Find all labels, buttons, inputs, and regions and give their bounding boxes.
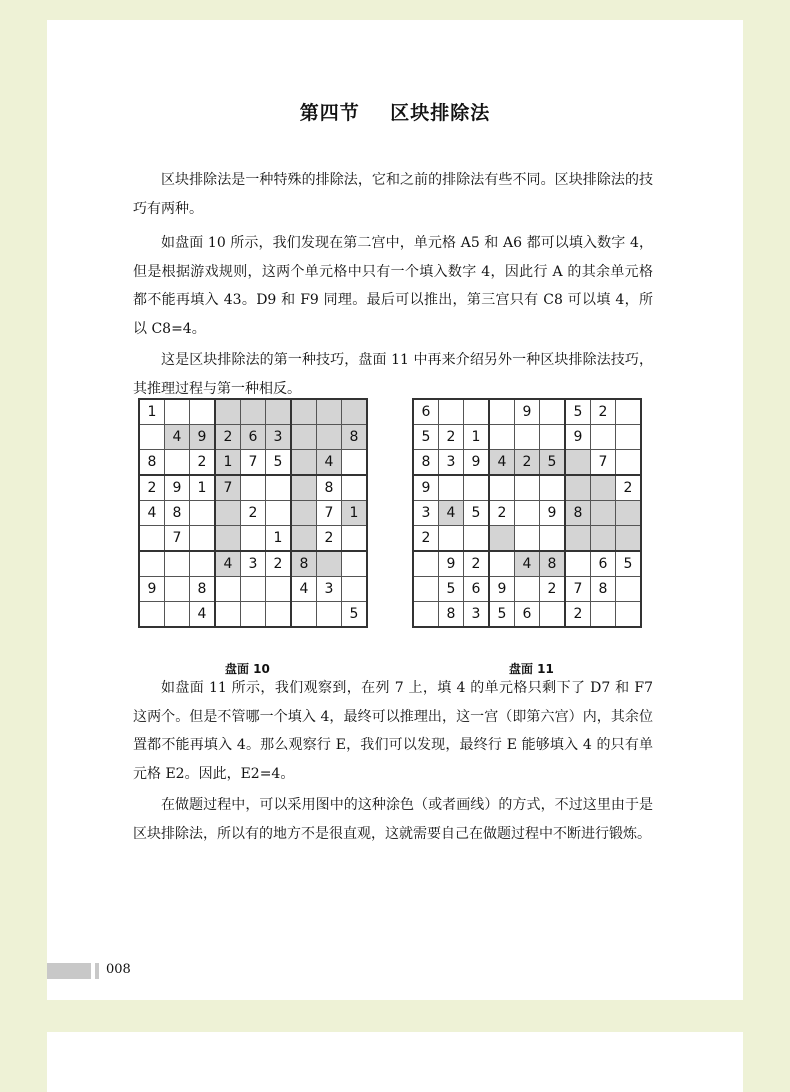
sudoku-cell: [241, 399, 266, 425]
footer-bar-divider: [95, 963, 99, 979]
board-row: [413, 399, 641, 425]
sudoku-cell: 9: [439, 551, 464, 577]
sudoku-cell: 5: [266, 450, 292, 476]
sudoku-cell: 9: [139, 577, 165, 602]
sudoku-cell: 9: [515, 399, 540, 425]
board-row: [139, 399, 367, 425]
sudoku-cell: [291, 450, 317, 476]
sudoku-cell: [291, 602, 317, 628]
sudoku-cell: [215, 602, 241, 628]
sudoku-cell: [413, 551, 439, 577]
sudoku-cell: [317, 602, 342, 628]
sudoku-cell: [139, 526, 165, 552]
sudoku-cell: [464, 399, 490, 425]
sudoku-cell: [139, 602, 165, 628]
board-row: [139, 577, 367, 602]
sudoku-cell: [616, 425, 642, 450]
sudoku-cell: [190, 399, 216, 425]
board-row: [139, 450, 367, 476]
paragraph-5: 在做题过程中，可以采用图中的这种涂色（或者画线）的方式，不过这里由于是区块排除法，所以有的地方不是很直观，这就需要自己在做题过程中不断进行锻炼。: [133, 797, 653, 842]
sudoku-cell: 1: [190, 475, 216, 501]
sudoku-cell: 6: [591, 551, 616, 577]
sudoku-cell: [464, 475, 490, 501]
sudoku-cell: 8: [439, 602, 464, 628]
board-10-caption: 盘面 10: [225, 662, 270, 676]
sudoku-cell: 2: [317, 526, 342, 552]
sudoku-cell: 7: [215, 475, 241, 501]
sudoku-cell: [342, 475, 368, 501]
sudoku-cell: [342, 399, 368, 425]
sudoku-cell: [139, 551, 165, 577]
sudoku-cell: [515, 526, 540, 552]
sudoku-cell: 7: [565, 577, 591, 602]
sudoku-cell: [565, 475, 591, 501]
page-number: 008: [106, 962, 131, 977]
board-row: [413, 602, 641, 628]
sudoku-cell: 4: [190, 602, 216, 628]
section-number: 第四节: [299, 102, 360, 124]
sudoku-cell: [515, 577, 540, 602]
sudoku-cell: [565, 450, 591, 476]
sudoku-cell: 2: [565, 602, 591, 628]
sudoku-cell: [241, 577, 266, 602]
sudoku-cell: 8: [540, 551, 566, 577]
sudoku-cell: 5: [439, 577, 464, 602]
sudoku-cell: [291, 526, 317, 552]
sudoku-cell: 5: [540, 450, 566, 476]
sudoku-cell: [266, 399, 292, 425]
sudoku-cell: [215, 526, 241, 552]
sudoku-cell: [266, 475, 292, 501]
sudoku-cell: [266, 577, 292, 602]
sudoku-cell: 2: [616, 475, 642, 501]
sudoku-cell: 7: [165, 526, 190, 552]
sudoku-cell: [215, 577, 241, 602]
sudoku-cell: [616, 602, 642, 628]
sudoku-cell: [540, 425, 566, 450]
sudoku-cell: [616, 450, 642, 476]
sudoku-cell: 5: [413, 425, 439, 450]
sudoku-cell: [565, 526, 591, 552]
paragraph-1: 区块排除法是一种特殊的排除法，它和之前的排除法有些不同。区块排除法的技巧有两种。: [133, 172, 653, 217]
sudoku-cell: 4: [489, 450, 515, 476]
sudoku-cell: [591, 526, 616, 552]
sudoku-cell: 4: [139, 501, 165, 526]
sudoku-cell: [489, 399, 515, 425]
sudoku-cell: [165, 551, 190, 577]
paragraph-3: 这是区块排除法的第一种技巧，盘面 11 中再来介绍另外一种区块排除法技巧，其推理过程与第一种相反。: [133, 352, 653, 397]
sudoku-cell: 3: [464, 602, 490, 628]
sudoku-cell: 1: [266, 526, 292, 552]
section-name: 区块排除法: [390, 102, 491, 124]
sudoku-cell: 2: [190, 450, 216, 476]
sudoku-board-10: [138, 398, 368, 628]
sudoku-cell: 6: [413, 399, 439, 425]
sudoku-cell: 2: [215, 425, 241, 450]
sudoku-cell: 4: [165, 425, 190, 450]
sudoku-cell: [540, 475, 566, 501]
sudoku-cell: [342, 551, 368, 577]
sudoku-cell: 5: [464, 501, 490, 526]
sudoku-cell: 2: [591, 399, 616, 425]
sudoku-cell: [489, 475, 515, 501]
sudoku-cell: [165, 577, 190, 602]
sudoku-cell: 9: [464, 450, 490, 476]
sudoku-cell: 2: [413, 526, 439, 552]
sudoku-cell: 5: [616, 551, 642, 577]
sudoku-cell: [515, 425, 540, 450]
sudoku-cell: [215, 399, 241, 425]
sudoku-cell: 8: [190, 577, 216, 602]
sudoku-cell: [317, 425, 342, 450]
sudoku-cell: 1: [215, 450, 241, 476]
sudoku-cell: 9: [489, 577, 515, 602]
sudoku-cell: 4: [317, 450, 342, 476]
sudoku-cell: [165, 602, 190, 628]
sudoku-cell: [342, 526, 368, 552]
sudoku-cell: 8: [413, 450, 439, 476]
sudoku-cell: 2: [489, 501, 515, 526]
sudoku-cell: 9: [413, 475, 439, 501]
sudoku-cell: 4: [215, 551, 241, 577]
sudoku-cell: 9: [540, 501, 566, 526]
sudoku-cell: [165, 450, 190, 476]
sudoku-cell: 3: [241, 551, 266, 577]
sudoku-cell: [291, 425, 317, 450]
sudoku-cell: 3: [439, 450, 464, 476]
sudoku-cell: [439, 399, 464, 425]
board-row: [139, 475, 367, 501]
sudoku-cell: [515, 475, 540, 501]
section-title: [47, 98, 743, 125]
sudoku-cell: 4: [515, 551, 540, 577]
sudoku-cell: [464, 526, 490, 552]
sudoku-cell: [190, 501, 216, 526]
sudoku-cell: 8: [565, 501, 591, 526]
sudoku-cell: 8: [317, 475, 342, 501]
sudoku-cell: [165, 399, 190, 425]
sudoku-cell: 2: [464, 551, 490, 577]
sudoku-cell: [439, 475, 464, 501]
board-row: [413, 501, 641, 526]
sudoku-cell: [489, 526, 515, 552]
sudoku-board-11: [412, 398, 642, 628]
sudoku-cell: 7: [241, 450, 266, 476]
footer-bar: [47, 963, 91, 979]
sudoku-cell: [540, 526, 566, 552]
sudoku-cell: [616, 577, 642, 602]
board-row: [139, 501, 367, 526]
paragraph-2: 如盘面 10 所示，我们发现在第二宫中，单元格 A5 和 A6 都可以填入数字 4，但是根据游戏规则，这两个单元格中只有一个填入数字 4，因此行 A 的其余单元格都不能再填入 43。D9 和 F9 同理。最后可以推出，第三宫只有 C8 可以填 4，所以 C8=4。: [133, 235, 653, 337]
paragraph-4: 如盘面 11 所示，我们观察到，在列 7 上，填 4 的单元格只剩下了 D7 和 F7 这两个。但是不管哪一个填入 4，最终可以推理出，这一宫（即第六宫）内，其余位置都不能再填入 4。那么观察行 E，我们可以发现，最终行 E 能够填入 4 的只有单元格 E2。因此，E2=4。: [133, 680, 653, 782]
sudoku-cell: [489, 425, 515, 450]
board-row: [413, 450, 641, 476]
sudoku-cell: [266, 501, 292, 526]
sudoku-cell: [190, 551, 216, 577]
sudoku-cell: [291, 501, 317, 526]
sudoku-cell: [317, 399, 342, 425]
sudoku-cell: [291, 399, 317, 425]
sudoku-cell: 8: [291, 551, 317, 577]
sudoku-cell: [616, 501, 642, 526]
board-row: [413, 425, 641, 450]
sudoku-cell: [591, 501, 616, 526]
sudoku-cell: [291, 475, 317, 501]
sudoku-cell: 2: [540, 577, 566, 602]
sudoku-cell: [616, 526, 642, 552]
sudoku-cell: 2: [241, 501, 266, 526]
sudoku-cell: [565, 551, 591, 577]
sudoku-cell: 8: [591, 577, 616, 602]
book-page: [47, 20, 743, 1000]
board-row: [413, 475, 641, 501]
sudoku-cell: 7: [591, 450, 616, 476]
sudoku-cell: 8: [139, 450, 165, 476]
board-row: [139, 602, 367, 628]
sudoku-cell: [266, 602, 292, 628]
sudoku-cell: [591, 425, 616, 450]
sudoku-cell: [439, 526, 464, 552]
sudoku-cell: 8: [342, 425, 368, 450]
sudoku-cell: 5: [489, 602, 515, 628]
sudoku-cell: 2: [139, 475, 165, 501]
sudoku-cell: 9: [565, 425, 591, 450]
sudoku-cell: 1: [464, 425, 490, 450]
sudoku-cell: [139, 425, 165, 450]
sudoku-cell: [515, 501, 540, 526]
sudoku-cell: 6: [464, 577, 490, 602]
sudoku-cell: 5: [565, 399, 591, 425]
sudoku-cell: 9: [190, 425, 216, 450]
board-row: [413, 551, 641, 577]
board-row: [139, 425, 367, 450]
sudoku-cell: [413, 602, 439, 628]
sudoku-cell: [342, 450, 368, 476]
board-11-caption: 盘面 11: [509, 662, 554, 676]
sudoku-cell: [540, 602, 566, 628]
next-page: [47, 1032, 743, 1092]
sudoku-cell: 9: [165, 475, 190, 501]
sudoku-cell: 2: [266, 551, 292, 577]
board-row: [413, 577, 641, 602]
sudoku-cell: 4: [291, 577, 317, 602]
sudoku-cell: 3: [317, 577, 342, 602]
sudoku-cell: 2: [439, 425, 464, 450]
sudoku-cell: [489, 551, 515, 577]
sudoku-cell: 3: [413, 501, 439, 526]
sudoku-cell: [241, 475, 266, 501]
sudoku-cell: 8: [165, 501, 190, 526]
sudoku-cell: [342, 577, 368, 602]
sudoku-cell: [540, 399, 566, 425]
sudoku-cell: [616, 399, 642, 425]
sudoku-cell: [241, 526, 266, 552]
sudoku-cell: [215, 501, 241, 526]
sudoku-cell: 2: [515, 450, 540, 476]
sudoku-cell: [317, 551, 342, 577]
sudoku-cell: 4: [439, 501, 464, 526]
sudoku-cell: [190, 526, 216, 552]
sudoku-cell: [591, 602, 616, 628]
board-row: [413, 526, 641, 552]
sudoku-cell: [591, 475, 616, 501]
board-row: [139, 551, 367, 577]
sudoku-cell: 5: [342, 602, 368, 628]
sudoku-cell: 1: [342, 501, 368, 526]
sudoku-cell: 7: [317, 501, 342, 526]
sudoku-cell: 3: [266, 425, 292, 450]
sudoku-cell: [241, 602, 266, 628]
sudoku-cell: 1: [139, 399, 165, 425]
sudoku-cell: 6: [515, 602, 540, 628]
board-row: [139, 526, 367, 552]
sudoku-cell: [413, 577, 439, 602]
sudoku-cell: 6: [241, 425, 266, 450]
